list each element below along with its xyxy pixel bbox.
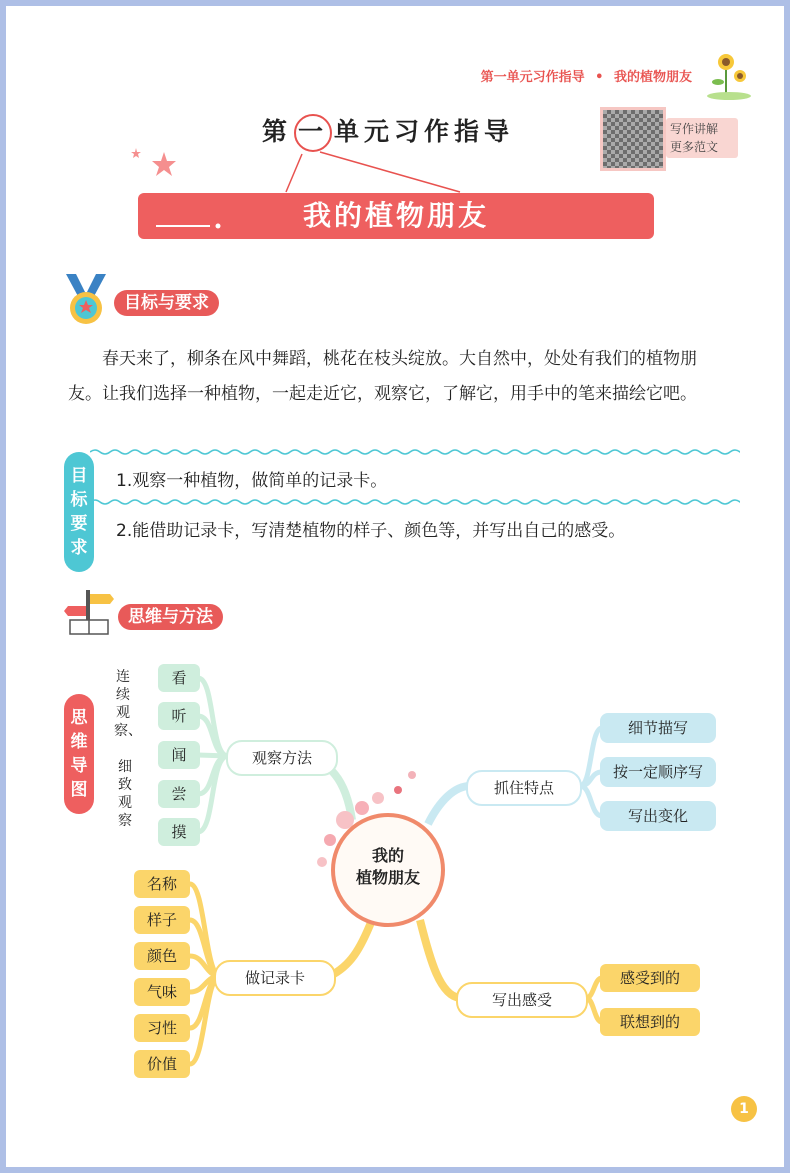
goal-item-1: 1.观察一种植物，做简单的记录卡。 — [116, 471, 388, 491]
intro-paragraph: 春天来了，柳条在风中舞蹈，桃花在枝头绽放。大自然中，处处有我们的植物朋友。让我们选择一种植物，一起走近它，观察它，了解它，用手中的笔来描绘它吧。 — [68, 349, 697, 404]
feelings-node: 写出感受 — [456, 982, 588, 1018]
goals-tag-char: 目 — [70, 466, 88, 486]
observe-leaf: 听 — [158, 702, 200, 730]
goals-tag-char: 要 — [70, 514, 88, 534]
mindmap-tag-char: 维 — [70, 732, 88, 752]
feelings-leaf: 感受到的 — [600, 964, 700, 992]
header-bullet: • — [595, 70, 604, 85]
observe-note-col1: 连续观察、 — [114, 669, 142, 739]
mindmap-center-line1: 我的 — [371, 846, 404, 865]
observe-leaf: 看 — [158, 664, 200, 692]
mindmap-center-line2: 植物朋友 — [355, 868, 420, 887]
unit-title-pre: 第 — [262, 117, 293, 146]
record-leaf: 颜色 — [134, 942, 190, 970]
qr-note-line1: 写作讲解 — [670, 122, 719, 136]
section2-title-label: 思维与方法 — [118, 604, 223, 630]
observe-note-col2: 细致观察 — [118, 759, 132, 829]
page-number: 1 — [731, 1096, 757, 1122]
header-unit: 第一单元习作指导 — [480, 70, 585, 85]
features-leaf: 细节描写 — [600, 713, 716, 743]
mindmap-tag-char: 思 — [70, 708, 88, 728]
qr-note-line2: 更多范文 — [670, 140, 719, 154]
observe-leaf: 闻 — [158, 741, 200, 769]
record-leaf: 名称 — [134, 870, 190, 898]
goal-item-2: 2.能借助记录卡，写清楚植物的样子、颜色等，并写出自己的感受。 — [116, 521, 626, 541]
record-leaf: 气味 — [134, 978, 190, 1006]
banner-title: 我的植物朋友 — [302, 199, 489, 232]
mindmap-tag-char: 图 — [70, 780, 88, 800]
record-leaf: 习性 — [134, 1014, 190, 1042]
observe-leaf: 摸 — [158, 818, 200, 846]
goals-tag-char: 标 — [70, 490, 88, 510]
feelings-leaf: 联想到的 — [600, 1008, 700, 1036]
record-card-node: 做记录卡 — [214, 960, 336, 996]
mindmap-tag-char: 导 — [70, 756, 88, 776]
mindmap-center — [342, 845, 434, 889]
goals-tag-char: 求 — [70, 538, 88, 558]
observe-leaf: 尝 — [158, 780, 200, 808]
record-leaf: 样子 — [134, 906, 190, 934]
unit-title-circled: 一 — [294, 114, 332, 152]
header-topic: 我的植物朋友 — [613, 70, 692, 85]
observe-method-node: 观察方法 — [226, 740, 338, 776]
section1-title-label: 目标与要求 — [114, 290, 219, 316]
features-node: 抓住特点 — [466, 770, 582, 806]
record-leaf: 价值 — [134, 1050, 190, 1078]
features-leaf: 按一定顺序写 — [600, 757, 716, 787]
unit-title-post: 单元习作指导 — [334, 117, 515, 146]
features-leaf: 写出变化 — [600, 801, 716, 831]
